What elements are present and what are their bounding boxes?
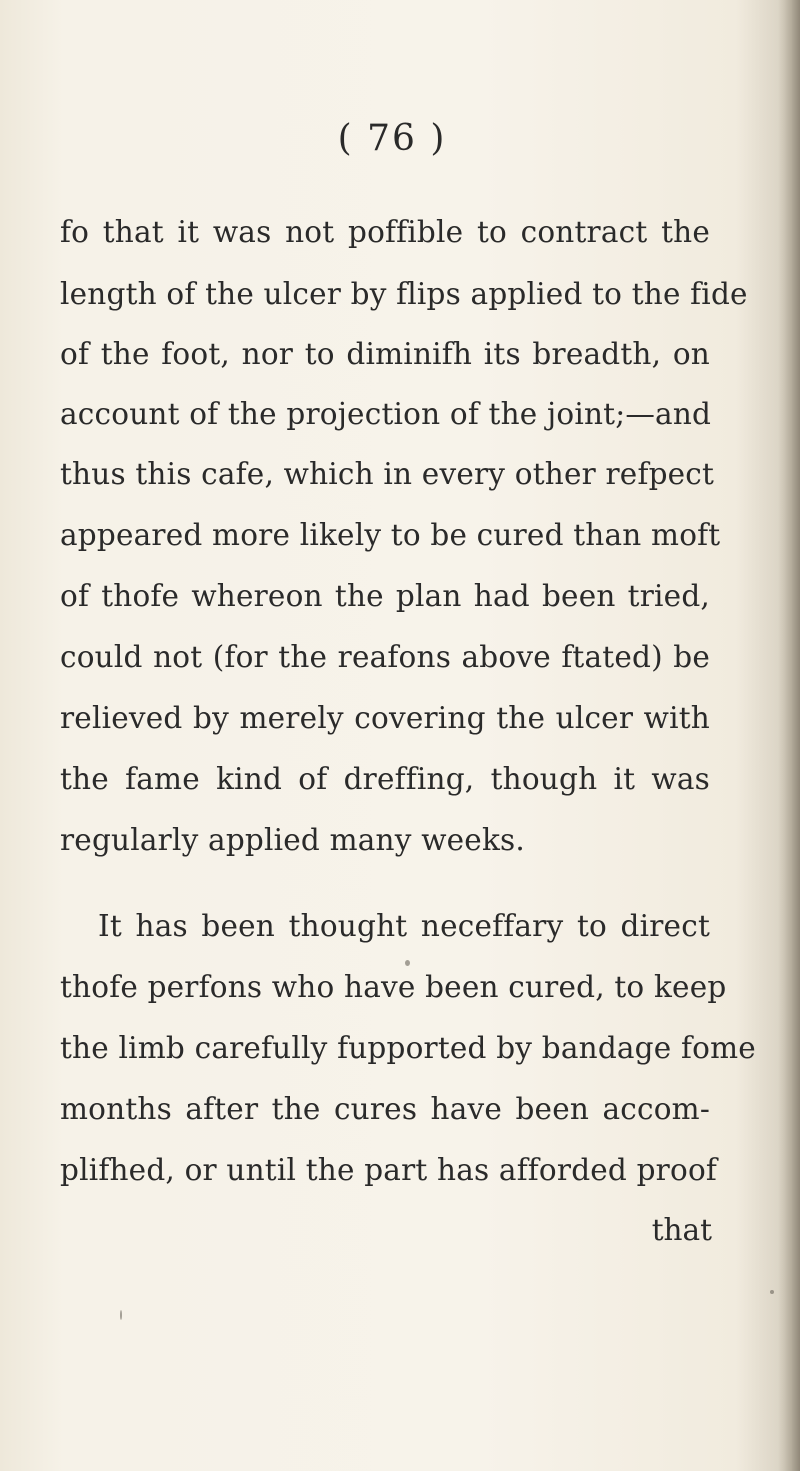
text-line: regularly applied many weeks. [60, 823, 525, 857]
text-line: of thofe whereon the plan had been tried, [60, 579, 710, 613]
text-line: length of the ulcer by flips applied to the fide [60, 277, 748, 311]
page-edge-shadow [778, 0, 800, 1471]
text-line: could not (for the reafons above ftated) be [60, 640, 710, 674]
ink-speck [405, 960, 410, 966]
text-line: relieved by merely covering the ulcer with [60, 701, 710, 735]
text-line: months after the cures have been accom- [60, 1092, 710, 1126]
text-line: the limb carefully fupported by bandage fome [60, 1031, 756, 1065]
text-line: of the foot, nor to diminifh its breadth, on [60, 337, 710, 371]
catchword: that [651, 1213, 712, 1247]
text-line: the fame kind of dreffing, though it was [60, 762, 710, 796]
text-line: thofe perfons who have been cured, to keep [60, 970, 727, 1004]
text-line: account of the projection of the joint;—and [60, 397, 712, 431]
text-line: It has been thought neceffary to direct [98, 909, 710, 943]
page-number: ( 76 ) [337, 118, 447, 159]
text-line: fo that it was not poffible to contract the [60, 215, 710, 249]
ink-speck [120, 1310, 122, 1320]
ink-speck [770, 1290, 774, 1294]
text-line: thus this cafe, which in every other refpect [60, 457, 715, 491]
text-line: plifhed, or until the part has afforded proof [60, 1153, 718, 1187]
text-line: appeared more likely to be cured than moft [60, 518, 721, 552]
